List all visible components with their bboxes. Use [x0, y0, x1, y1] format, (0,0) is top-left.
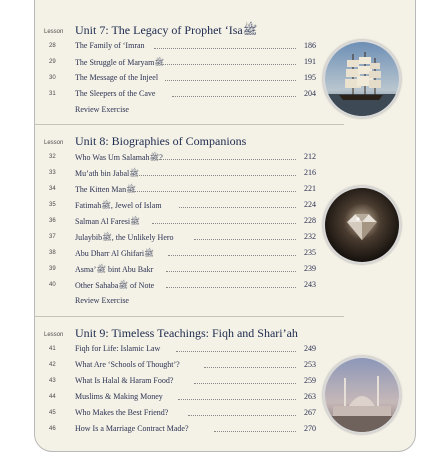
toc-row[interactable] — [44, 344, 316, 356]
leader-dots — [194, 239, 296, 240]
leader-dots — [188, 415, 296, 416]
lesson-title: Fiqh for Life: Islamic Law — [75, 344, 161, 353]
lesson-title: The Kitten Manﷺ — [75, 185, 136, 194]
toc-row[interactable] — [44, 408, 316, 420]
lesson-number: 44 — [49, 394, 56, 400]
review-exercise-link[interactable]: Review Exercise — [75, 296, 129, 305]
leader-dots — [152, 223, 296, 224]
lesson-number: 29 — [49, 59, 56, 65]
page-number: 224 — [304, 200, 316, 209]
lesson-number: 45 — [49, 410, 56, 416]
section-divider — [34, 316, 344, 317]
review-exercise-link[interactable]: Review Exercise — [75, 105, 129, 114]
lesson-title: Julaybibﷺ, the Unlikely Hero — [75, 233, 174, 242]
toc-row[interactable] — [44, 392, 316, 404]
toc-row[interactable] — [44, 264, 316, 276]
toc-row[interactable] — [44, 73, 316, 85]
lesson-title: How Is a Marriage Contract Made? — [75, 424, 189, 433]
lesson-number: 34 — [49, 186, 56, 192]
toc-row[interactable] — [44, 424, 316, 436]
leader-dots — [176, 351, 296, 352]
lesson-number: 31 — [49, 91, 56, 97]
page-number: 191 — [304, 57, 316, 66]
lesson-title: Who Makes the Best Friend? — [75, 408, 169, 417]
lesson-number: 30 — [49, 75, 56, 81]
page-number: 204 — [304, 89, 316, 98]
lesson-column-label: Lesson — [44, 332, 64, 338]
unit-9-title: Unit 9: Timeless Teachings: Fiqh and Shari’ah — [75, 326, 298, 340]
lesson-number: 36 — [49, 218, 56, 224]
page-number: 221 — [304, 184, 316, 193]
leader-dots — [166, 287, 296, 288]
page-number: 186 — [304, 41, 316, 50]
tall-ship-photo — [323, 40, 401, 118]
toc-row[interactable] — [44, 41, 316, 53]
page-number: 259 — [304, 376, 316, 385]
mosque-photo — [323, 356, 401, 434]
lesson-title: Who Was Um Salamahﷺ? — [75, 153, 163, 162]
lesson-column-label: Lesson — [44, 29, 64, 35]
toc-row[interactable] — [44, 360, 316, 372]
leader-dots — [194, 383, 296, 384]
lesson-title: The Family of ‘Imran — [75, 41, 145, 50]
lesson-title: The Sleepers of the Cave — [75, 89, 156, 98]
toc-row[interactable] — [44, 232, 316, 244]
leader-dots — [161, 64, 296, 65]
page-number: 235 — [304, 248, 316, 257]
page-number: 212 — [304, 152, 316, 161]
lesson-title: Salman Al Faresiﷺ — [75, 217, 140, 226]
toc-row[interactable] — [44, 152, 316, 164]
lesson-title: The Message of the Injeel — [75, 73, 159, 82]
leader-dots — [204, 367, 296, 368]
page-number: 267 — [304, 408, 316, 417]
unit-7-title: Unit 7: The Legacy of Prophet ‘Isaﷺ — [75, 23, 258, 37]
lesson-number: 37 — [49, 234, 56, 240]
lesson-number: 46 — [49, 426, 56, 432]
lesson-number: 40 — [49, 282, 56, 288]
leader-dots — [166, 271, 296, 272]
page-number: 270 — [304, 424, 316, 433]
lesson-title: Asma’ﷺ bint Abu Bakr — [75, 265, 154, 274]
leader-dots — [137, 175, 296, 176]
leader-dots — [178, 399, 296, 400]
lesson-title: What Are ‘Schools of Thought’? — [75, 360, 180, 369]
diamond-photo — [323, 186, 401, 264]
lesson-title: Other Sahabaﷺ of Note — [75, 281, 155, 290]
leader-dots — [214, 431, 296, 432]
toc-row[interactable] — [44, 248, 316, 260]
lesson-title: What Is Halal & Haram Food? — [75, 376, 174, 385]
toc-row[interactable] — [44, 200, 316, 212]
page-number: 253 — [304, 360, 316, 369]
lesson-number: 41 — [49, 346, 56, 352]
section-divider — [34, 124, 344, 125]
leader-dots — [155, 159, 296, 160]
lesson-title: Muslims & Making Money — [75, 392, 163, 401]
toc-row[interactable] — [44, 57, 316, 69]
lesson-number: 35 — [49, 202, 56, 208]
page-number: 216 — [304, 168, 316, 177]
toc-row[interactable] — [44, 184, 316, 196]
page-number: 249 — [304, 344, 316, 353]
page-number: 243 — [304, 280, 316, 289]
toc-row[interactable] — [44, 89, 316, 101]
leader-dots — [179, 207, 296, 208]
lesson-number: 33 — [49, 170, 56, 176]
leader-dots — [154, 48, 296, 49]
lesson-title: Abu Dharr Al Ghifariﷺ — [75, 249, 154, 258]
page-number: 263 — [304, 392, 316, 401]
lesson-number: 39 — [49, 266, 56, 272]
lesson-number: 38 — [49, 250, 56, 256]
lesson-title: Fatimahﷺ, Jewel of Islam — [75, 201, 162, 210]
lesson-column-label: Lesson — [44, 140, 64, 146]
toc-row[interactable] — [44, 168, 316, 180]
toc-row[interactable] — [44, 280, 316, 292]
toc-row[interactable] — [44, 216, 316, 228]
lesson-number: 43 — [49, 378, 56, 384]
leader-dots — [168, 255, 296, 256]
leader-dots — [172, 96, 296, 97]
leader-dots — [165, 80, 296, 81]
lesson-title: Mu’ath bin Jabalﷺ — [75, 169, 139, 178]
toc-row[interactable] — [44, 376, 316, 388]
leader-dots — [132, 191, 296, 192]
lesson-number: 32 — [49, 154, 56, 160]
lesson-number: 28 — [49, 43, 56, 49]
page-number: 239 — [304, 264, 316, 273]
page-number: 195 — [304, 73, 316, 82]
lesson-title: The Struggle of Maryamﷺ — [75, 58, 164, 67]
unit-8-title: Unit 8: Biographies of Companions — [75, 134, 247, 148]
page-number: 228 — [304, 216, 316, 225]
lesson-number: 42 — [49, 362, 56, 368]
page-number: 232 — [304, 232, 316, 241]
